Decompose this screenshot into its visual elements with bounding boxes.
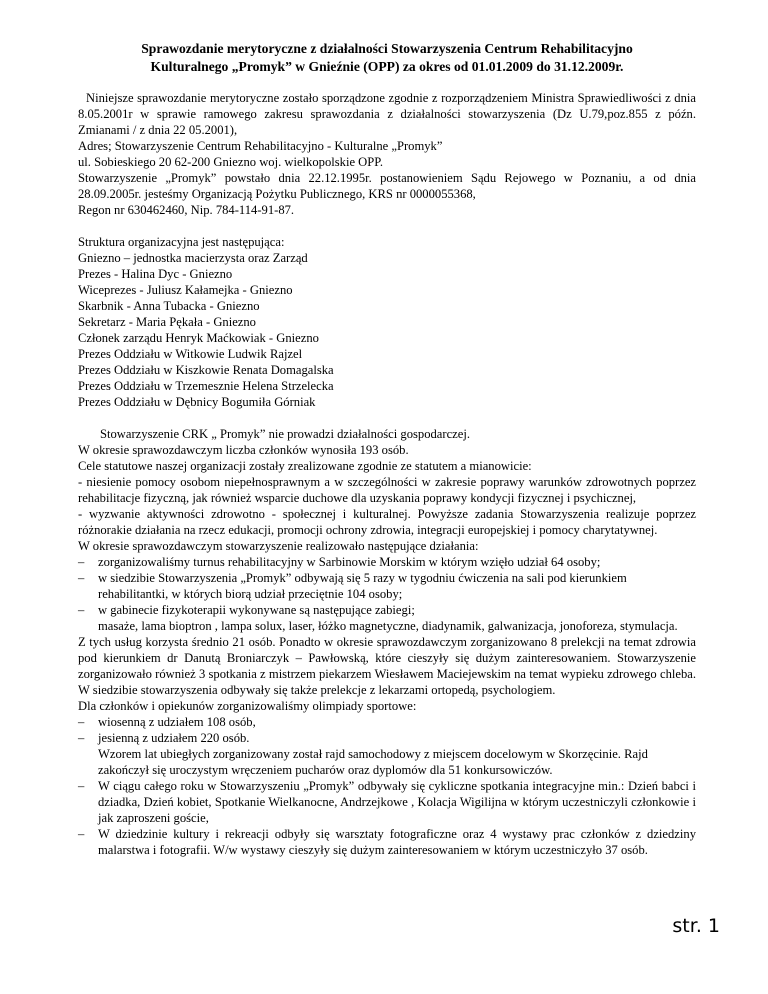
- structure-line: Sekretarz - Maria Pękała - Gniezno: [78, 315, 256, 329]
- dash-bullet: –: [78, 571, 85, 585]
- intro-section: [78, 90, 696, 218]
- structure-line: Członek zarządu Henryk Maćkowiak - Gniezno: [78, 331, 319, 345]
- activity-section: [78, 426, 696, 858]
- list-item: [78, 570, 696, 602]
- structure-heading: Struktura organizacyjna jest następująca:: [78, 235, 285, 249]
- list-item: [78, 778, 696, 826]
- list-item-text: w gabinecie fizykoterapii wykonywane są następujące zabiegi;: [98, 603, 415, 617]
- structure-line: Skarbnik - Anna Tubacka - Gniezno: [78, 299, 260, 313]
- list-item-text: zorganizowaliśmy turnus rehabilitacyjny w Sarbinowie Morskim w którym wzięło udział 64 osoby;: [98, 555, 601, 569]
- structure-line: Prezes Oddziału w Trzemesznie Helena Strzelecka: [78, 379, 334, 393]
- dash-bullet: –: [78, 555, 85, 569]
- document-title: [78, 40, 696, 76]
- olympics-heading: Dla członków i opiekunów zorganizowaliśmy olimpiady sportowe:: [78, 699, 417, 713]
- list-item: [78, 826, 696, 858]
- rally-paragraph: Wzorem lat ubiegłych zorganizowany został rajd samochodowy z miejscem docelowym w Skorzęcinie. Rajd zakończył się uroczystym wręczeniem pucharów oraz dyplomów dla 51 konkursowiczów.: [98, 747, 648, 777]
- founding-paragraph: Stowarzyszenie „Promyk” powstało dnia 22.12.1995r. postanowieniem Sądu Rejowego w Poznaniu, a od dnia 28.09.2005r. jesteśmy Organizacją Pożytku Publicznego, KRS nr 0000055368,: [78, 171, 696, 201]
- members-line: W okresie sprawozdawczym liczba członków wynosiła 193 osób.: [78, 443, 409, 457]
- document-page: [78, 40, 696, 858]
- treatments-list: masaże, lama bioptron , lampa solux, laser, łóżko magnetyczne, diadynamik, galwanizacja, jonoforeza, stymulacja.: [98, 619, 678, 633]
- structure-line: Gniezno – jednostka macierzysta oraz Zarząd: [78, 251, 308, 265]
- structure-line: Wiceprezes - Juliusz Kałamejka - Gniezno: [78, 283, 293, 297]
- address-line-2: ul. Sobieskiego 20 62-200 Gniezno woj. wielkopolskie OPP.: [78, 155, 384, 169]
- list-item-text: w siedzibie Stowarzyszenia „Promyk” odbywają się 5 razy w tygodniu ćwiczenia na sali pod kierunkiem rehabilitantki, w których biorą udział przeciętnie 104 osoby;: [98, 571, 627, 601]
- address-line-1: Adres; Stowarzyszenie Centrum Rehabilitacyjno - Kulturalne „Promyk”: [78, 139, 443, 153]
- list-item-text: W ciągu całego roku w Stowarzyszeniu „Promyk” odbywały się cykliczne spotkania integracyjne min.: Dzień babci i dziadka, Dzień kobiet, Spotkanie Wielkanocne, Andrzejkowe , Kolacja Wigilijna w którym uczestniczyli członkowie i jak zaproszeni goście,: [98, 779, 696, 825]
- goal-2: - wyzwanie aktywności zdrowotno - społecznej i kulturalnej. Powyższe zadania Stowarzyszenia realizuje poprzez różnorakie działania na rzecz edukacji, promocji ochrony zdrowia, integracji europejskiej i pomocy charytatywnej.: [78, 507, 696, 537]
- dash-bullet: –: [78, 731, 85, 745]
- list-item-text: W dziedzinie kultury i rekreacji odbyły się warsztaty fotograficzne oraz 4 wystawy prac członków z dziedziny malarstwa i fotografii. W/w wystawy cieszyły się dużym zainteresowaniem w którym uczestniczyło 37 osób.: [98, 827, 696, 857]
- dash-bullet: –: [78, 715, 85, 729]
- goal-1: - niesienie pomocy osobom niepełnosprawnym a w szczególności w zakresie poprawy warunków zdrowotnych poprzez rehabilitacje fizyczną, jak również wsparcie duchowe dla uzyskania poprawy kondycji fizycznej i psychicznej,: [78, 475, 696, 505]
- dash-bullet: –: [78, 779, 85, 793]
- title-line-2: Kulturalnego „Promyk” w Gnieźnie (OPP) za okres od 01.01.2009 do 31.12.2009r.: [150, 59, 624, 74]
- title-line-1: Sprawozdanie merytoryczne z działalności Stowarzyszenia Centrum Rehabilitacyjno: [141, 41, 633, 56]
- dash-bullet: –: [78, 827, 85, 841]
- structure-line: Prezes - Halina Dyc - Gniezno: [78, 267, 233, 281]
- no-business-line: Stowarzyszenie CRK „ Promyk” nie prowadzi działalności gospodarczej.: [100, 427, 471, 441]
- page-number: str. 1: [672, 915, 720, 937]
- structure-line: Prezes Oddziału w Dębnicy Bogumiła Górniak: [78, 395, 316, 409]
- structure-line: Prezes Oddziału w Witkowie Ludwik Rajzel: [78, 347, 303, 361]
- list-item-text: wiosenną z udziałem 108 osób,: [98, 715, 256, 729]
- list-item: [78, 730, 696, 746]
- actions-heading: W okresie sprawozdawczym stowarzyszenie realizowało następujące działania:: [78, 539, 479, 553]
- structure-section: [78, 234, 696, 410]
- list-item: [78, 554, 696, 570]
- list-item: [78, 602, 696, 618]
- dash-bullet: –: [78, 603, 85, 617]
- list-item-text: jesienną z udziałem 220 osób.: [98, 731, 250, 745]
- regon-line: Regon nr 630462460, Nip. 784-114-91-87.: [78, 203, 295, 217]
- structure-line: Prezes Oddziału w Kiszkowie Renata Domagalska: [78, 363, 334, 377]
- goals-heading: Cele statutowe naszej organizacji zostały zrealizowane zgodnie ze statutem a mianowicie:: [78, 459, 532, 473]
- services-paragraph: Z tych usług korzysta średnio 21 osób. Ponadto w okresie sprawozdawczym zorganizowano 8 prelekcji na temat zdrowia pod kierunkiem dr Danutą Broniarczyk – Pawłowską, które cieszyły się dużym zainteresowaniem. Stowarzyszenie zorganizowało również 3 spotkania z mistrzem piekarzem Wiesławem Maciejewskim na temat wypieku zdrowego chleba. W siedzibie stowarzyszenia odbywały się także prelekcje z lekarzami ortopedą, psychologiem.: [78, 635, 696, 697]
- intro-paragraph: Niniejsze sprawozdanie merytoryczne zostało sporządzone zgodnie z rozporządzeniem Ministra Sprawiedliwości z dnia 8.05.2001r w sprawie ramowego zakresu sprawozdania z działalności stowarzyszenia (Dz U.79,poz.855 z późn. Zmianami / z dnia 22 05.2001),: [78, 91, 696, 137]
- list-item: [78, 714, 696, 730]
